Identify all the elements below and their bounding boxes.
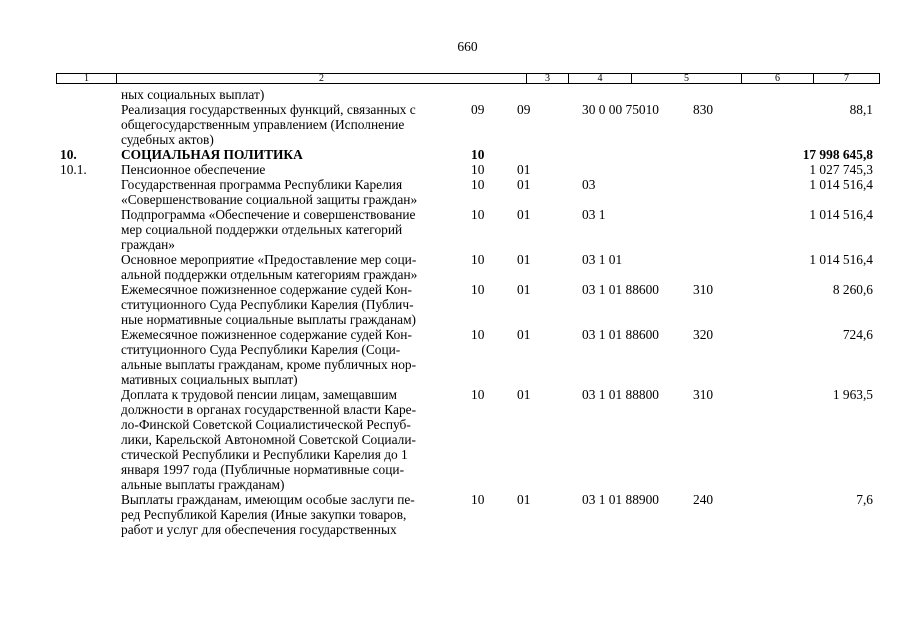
section-code: 10 (471, 327, 485, 342)
target-article-code: 03 1 01 88600 (582, 282, 659, 297)
column-header-7: 7 (844, 73, 849, 84)
row-description (121, 207, 905, 252)
expense-type-code: 320 (693, 327, 714, 342)
description-line: СОЦИАЛЬНАЯ ПОЛИТИКА (121, 147, 303, 162)
section-code: 09 (471, 102, 485, 117)
target-article-code: 03 1 01 (582, 252, 623, 267)
description-line: ституционного Суда Республики Карелия (Публич- (121, 297, 414, 312)
description-line: мативных социальных выплат) (121, 372, 298, 387)
section-code: 10 (471, 162, 485, 177)
subsection-code: 01 (517, 162, 531, 177)
table-row (0, 87, 905, 102)
subsection-code: 09 (517, 102, 531, 117)
section-code: 10 (471, 207, 485, 222)
description-line: должности в органах государственной власти Каре- (121, 402, 417, 417)
amount-value: 724,6 (842, 327, 873, 342)
amount-value: 1 963,5 (832, 387, 873, 402)
description-line: альные выплаты гражданам, кроме публичных нор- (121, 357, 417, 372)
description-line: судебных актов) (121, 132, 214, 147)
subsection-code: 01 (517, 282, 531, 297)
description-line: Доплата к трудовой пенсии лицам, замещавшим (121, 387, 397, 402)
table-row (0, 147, 905, 162)
target-article-code: 03 1 01 88600 (582, 327, 659, 342)
expense-type-code: 830 (693, 102, 714, 117)
row-description (121, 102, 905, 147)
target-article-code: 03 1 01 88900 (582, 492, 659, 507)
subsection-code: 01 (517, 387, 531, 402)
page-number: 660 (457, 39, 478, 54)
row-description (121, 162, 905, 177)
description-line: Ежемесячное пожизненное содержание судей Кон- (121, 327, 412, 342)
table-row (0, 387, 905, 492)
column-header-1: 1 (57, 74, 117, 83)
description-line: мер социальной поддержки отдельных категорий (121, 222, 403, 237)
target-article-code: 03 1 01 88800 (582, 387, 659, 402)
table-row (0, 282, 905, 327)
amount-value: 17 998 645,8 (802, 147, 873, 162)
description-line: ред Республикой Карелия (Иные закупки товаров, (121, 507, 407, 522)
table-row (0, 207, 905, 252)
description-line: Государственная программа Республики Карелия (121, 177, 403, 192)
description-line: альные выплаты гражданам) (121, 477, 285, 492)
table-row (0, 492, 905, 537)
row-description (121, 387, 905, 492)
amount-value: 1 014 516,4 (809, 252, 873, 267)
description-line: лики, Карельской Автономной Советской Социали- (121, 432, 416, 447)
row-number: 10.1. (60, 162, 87, 177)
description-line: общегосударственным управлением (Исполнение (121, 117, 405, 132)
amount-value: 88,1 (849, 102, 873, 117)
table-row (0, 162, 905, 177)
description-line: Основное мероприятие «Предоставление мер соци- (121, 252, 417, 267)
expense-type-code: 240 (693, 492, 714, 507)
expense-type-code: 310 (693, 387, 714, 402)
section-code: 10 (471, 387, 485, 402)
description-line: января 1997 года (Публичные нормативные соци- (121, 462, 405, 477)
row-description (121, 147, 905, 162)
subsection-code: 01 (517, 177, 531, 192)
column-header-6: 6 (742, 74, 814, 83)
row-number: 10. (60, 147, 77, 162)
column-header-5: 5 (632, 74, 742, 83)
column-header-2: 2 (117, 74, 527, 83)
table-row (0, 102, 905, 147)
amount-value: 7,6 (856, 492, 873, 507)
section-code: 10 (471, 147, 485, 162)
expense-type-code: 310 (693, 282, 714, 297)
section-code: 10 (471, 177, 485, 192)
description-line: «Совершенствование социальной защиты граждан» (121, 192, 418, 207)
row-description (121, 177, 905, 207)
subsection-code: 01 (517, 252, 531, 267)
table-header-row (56, 73, 880, 84)
target-article-code: 03 (582, 177, 596, 192)
description-line: Пенсионное обеспечение (121, 162, 266, 177)
table-row (0, 252, 905, 282)
subsection-code: 01 (517, 327, 531, 342)
target-article-code: 03 1 (582, 207, 606, 222)
amount-value: 1 014 516,4 (809, 207, 873, 222)
description-line: ституционного Суда Республики Карелия (Соци- (121, 342, 401, 357)
section-code: 10 (471, 252, 485, 267)
row-description (121, 282, 905, 327)
table-row (0, 177, 905, 207)
description-line: Реализация государственных функций, связанных с (121, 102, 416, 117)
description-line: граждан» (121, 237, 176, 252)
description-line: альной поддержки отдельным категориям граждан» (121, 267, 418, 282)
description-line: работ и услуг для обеспечения государственных (121, 522, 397, 537)
description-line: ные нормативные социальные выплаты гражданам) (121, 312, 416, 327)
row-description (121, 252, 905, 282)
column-header-3: 3 (527, 74, 569, 83)
subsection-code: 01 (517, 207, 531, 222)
column-header-4: 4 (569, 74, 632, 83)
amount-value: 1 027 745,3 (809, 162, 873, 177)
table-body (0, 87, 905, 537)
amount-value: 8 260,6 (832, 282, 873, 297)
row-description (121, 87, 905, 102)
description-line: стической Республики и Республики Карелия до 1 (121, 447, 408, 462)
description-line: Подпрограмма «Обеспечение и совершенствование (121, 207, 416, 222)
amount-value: 1 014 516,4 (809, 177, 873, 192)
description-line: ных социальных выплат) (121, 87, 265, 102)
row-description (121, 492, 905, 537)
description-line: Выплаты гражданам, имеющим особые заслуги пе- (121, 492, 415, 507)
section-code: 10 (471, 282, 485, 297)
row-description (121, 327, 905, 387)
subsection-code: 01 (517, 492, 531, 507)
description-line: ло-Финской Советской Социалистической Респуб- (121, 417, 411, 432)
section-code: 10 (471, 492, 485, 507)
table-row (0, 327, 905, 387)
target-article-code: 30 0 00 75010 (582, 102, 659, 117)
description-line: Ежемесячное пожизненное содержание судей Кон- (121, 282, 412, 297)
